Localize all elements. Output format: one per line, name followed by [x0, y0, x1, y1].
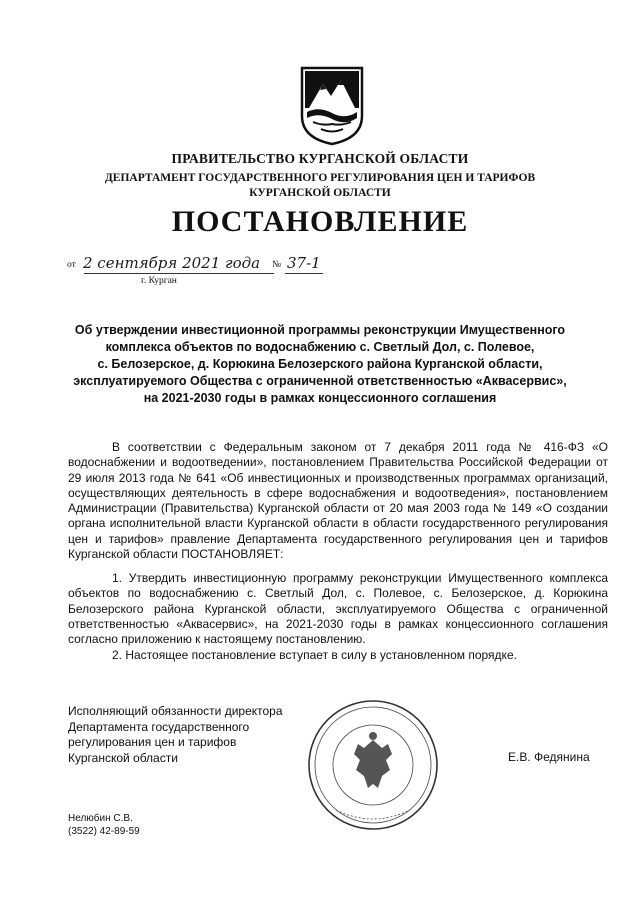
department-name-line1: ДЕПАРТАМЕНТ ГОСУДАРСТВЕННОГО РЕГУЛИРОВАНИЯ ЦЕН И ТАРИФОВ — [104, 172, 536, 184]
document-subject — [70, 322, 570, 407]
registration-row — [67, 252, 367, 278]
date-underline — [84, 273, 274, 274]
government-name: ПРАВИТЕЛЬСТВО КУРГАНСКОЙ ОБЛАСТИ — [171, 151, 469, 166]
subject-line: Об утверждении инвестиционной программы реконструкции Имущественного — [74, 323, 566, 337]
executor-name: Нелюбин С.В. — [68, 813, 133, 824]
item-2-text: 2. Настоящее постановление вступает в силу в установленном порядке. — [112, 648, 517, 662]
subject-line: на 2021-2030 годы в рамках концессионного соглашения — [143, 391, 497, 405]
subject-line: комплекса объектов по водоснабжению с. Светлый Дол, с. Полевое, — [105, 340, 535, 354]
signer-position-line: Курганской области — [68, 750, 178, 765]
signer-position-line: регулирования цен и тарифов — [68, 735, 237, 749]
item-1-text: 1. Утвердить инвестиционную программу реконструкции Имущественного комплекса объектов по водоснабжению с. Светлый Дол, с. Полевое, с. Белозерское, д. Корюкина Белозерского района Курганской области, эксплуатируемого Общества с ограниченной ответственностью «Аквасервис», на 2021-2030 годы в рамках концессионного соглашения согласно приложению к настоящему постановлению. — [68, 571, 608, 647]
executor-phone: (3522) 42-89-59 — [68, 826, 140, 837]
resolution-item-1 — [68, 571, 608, 647]
city-label: г. Курган — [141, 276, 177, 286]
coat-of-arms-icon — [299, 66, 365, 146]
preamble-text: В соответствии с Федеральным законом от 7 декабря 2011 года № 416-ФЗ «О водоснабжении и водоотведении», постановлением Правительства Российской Федерации от 29 июля 2013 года № 641 «Об инвестиционных и производственных программах организаций, осуществляющих деятельность в сфере водоснабжения и водоотведения», постановлением Администрации (Правительства) Курганской области от 20 мая 2003 года № 149 «О создании органа исполнительной власти Курганской области в области государственного регулирования цен и тарифов» правление Департамента государственного регулирования цен и тарифов Курганской области ПОСТАНОВЛЯЕТ: — [68, 440, 608, 562]
subject-line: эксплуатируемого Общества с ограниченной ответственностью «Аквасервис», — [73, 374, 567, 388]
number-underline — [285, 273, 323, 274]
handwritten-date: 2 сентября 2021 года — [83, 254, 261, 272]
executor-info — [68, 812, 140, 838]
official-seal-icon — [306, 698, 440, 832]
department-name-line2: КУРГАНСКОЙ ОБЛАСТИ — [249, 187, 391, 199]
subject-line: с. Белозерское, д. Корюкина Белозерского района Курганской области, — [97, 357, 543, 371]
number-label: № — [272, 260, 282, 270]
resolution-item-2 — [68, 648, 608, 663]
signer-position-line: Исполняющий обязанности директора — [68, 704, 283, 718]
signer-name: Е.В. Федянина — [508, 750, 590, 764]
signer-position — [68, 704, 283, 766]
date-from-label: от — [67, 260, 76, 270]
preamble-paragraph — [68, 440, 608, 562]
handwritten-number: 37-1 — [287, 254, 321, 272]
document-title: ПОСТАНОВЛЕНИЕ — [171, 205, 469, 238]
signer-position-line: Департамента государственного — [68, 719, 250, 734]
